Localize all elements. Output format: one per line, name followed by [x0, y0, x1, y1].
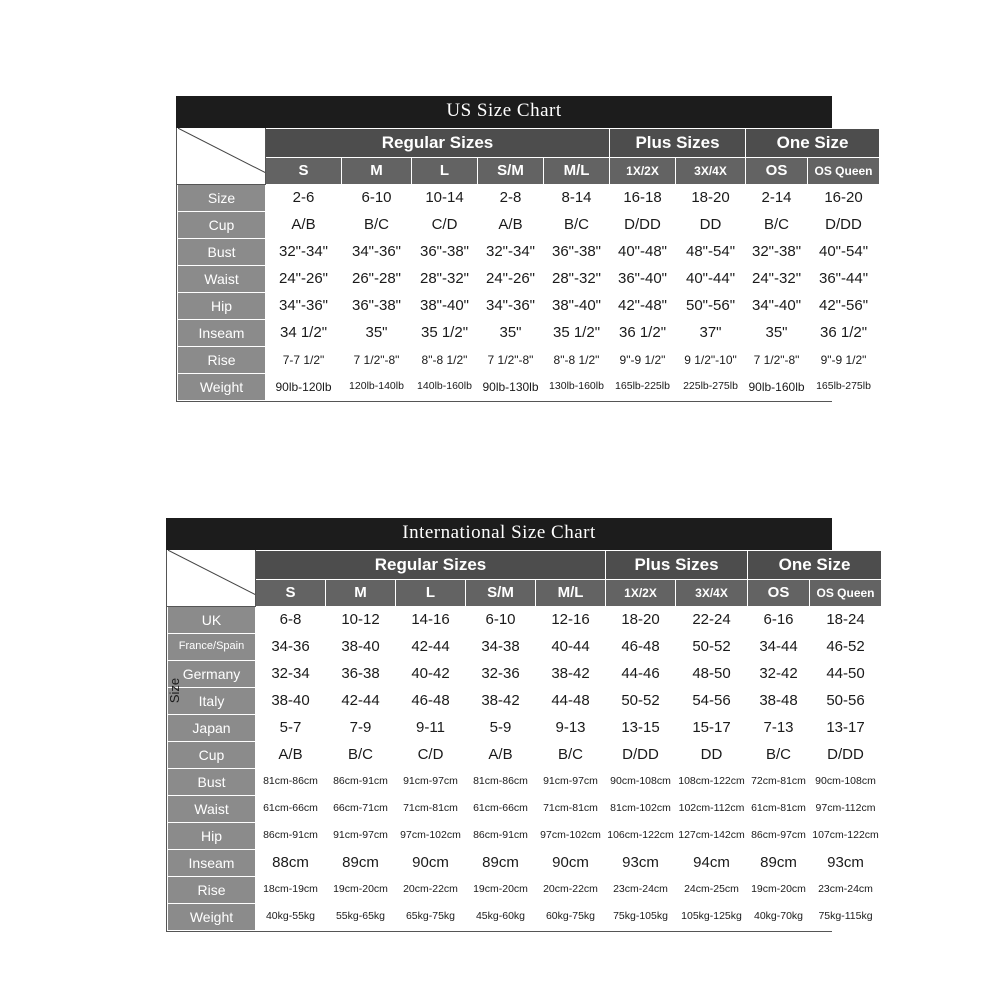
cell-r6-c7: 72cm-81cm — [748, 768, 810, 795]
group-header-0: Regular Sizes — [256, 550, 606, 579]
intl-chart-title: International Size Chart — [166, 518, 832, 550]
cell-r4-c6: 50"-56" — [676, 292, 746, 319]
row-label-4: Hip — [178, 292, 266, 319]
cell-r1-c7: B/C — [746, 211, 808, 238]
cell-r1-c8: 46-52 — [810, 633, 882, 660]
cell-r8-c0: 86cm-91cm — [256, 822, 326, 849]
cell-r6-c4: 8"-8 1/2" — [544, 346, 610, 373]
cell-r1-c0: 34-36 — [256, 633, 326, 660]
cell-r3-c3: 24"-26" — [478, 265, 544, 292]
cell-r6-c8: 9"-9 1/2" — [808, 346, 880, 373]
cell-r8-c3: 86cm-91cm — [466, 822, 536, 849]
row-label-5: Inseam — [178, 319, 266, 346]
cell-r7-c4: 130lb-160lb — [544, 373, 610, 400]
cell-r4-c3: 34"-36" — [478, 292, 544, 319]
cell-r2-c1: 36-38 — [326, 660, 396, 687]
cell-r6-c0: 81cm-86cm — [256, 768, 326, 795]
cell-r7-c3: 90lb-130lb — [478, 373, 544, 400]
cell-r2-c3: 32-36 — [466, 660, 536, 687]
cell-r6-c3: 81cm-86cm — [466, 768, 536, 795]
size-code-6: 3X/4X — [676, 579, 748, 606]
cell-r0-c0: 2-6 — [266, 184, 342, 211]
row-label-7: Waist — [168, 795, 256, 822]
cell-r6-c4: 91cm-97cm — [536, 768, 606, 795]
cell-r7-c0: 90lb-120lb — [266, 373, 342, 400]
size-code-1: M — [342, 157, 412, 184]
cell-r7-c1: 120lb-140lb — [342, 373, 412, 400]
us-size-chart — [176, 96, 873, 402]
cell-r3-c5: 50-52 — [606, 687, 676, 714]
cell-r5-c2: 35 1/2" — [412, 319, 478, 346]
cell-r6-c6: 108cm-122cm — [676, 768, 748, 795]
cell-r8-c8: 107cm-122cm — [810, 822, 882, 849]
row-label-0: Size — [178, 184, 266, 211]
cell-r4-c4: 9-13 — [536, 714, 606, 741]
cell-r0-c4: 12-16 — [536, 606, 606, 633]
table-row — [168, 714, 882, 741]
cell-r11-c5: 75kg-105kg — [606, 903, 676, 930]
cell-r1-c8: D/DD — [808, 211, 880, 238]
group-header-0: Regular Sizes — [266, 128, 610, 157]
cell-r2-c4: 36"-38" — [544, 238, 610, 265]
cell-r4-c6: 15-17 — [676, 714, 748, 741]
cell-r4-c5: 42"-48" — [610, 292, 676, 319]
group-header-row — [168, 550, 882, 579]
cell-r4-c1: 7-9 — [326, 714, 396, 741]
cell-r2-c5: 40"-48" — [610, 238, 676, 265]
cell-r1-c2: 42-44 — [396, 633, 466, 660]
cell-r10-c7: 19cm-20cm — [748, 876, 810, 903]
cell-r0-c6: 18-20 — [676, 184, 746, 211]
cell-r2-c5: 44-46 — [606, 660, 676, 687]
cell-r4-c2: 38"-40" — [412, 292, 478, 319]
intl-side-label-wrap — [166, 640, 184, 740]
cell-r10-c5: 23cm-24cm — [606, 876, 676, 903]
cell-r10-c8: 23cm-24cm — [810, 876, 882, 903]
cell-r9-c5: 93cm — [606, 849, 676, 876]
row-label-3: Italy — [168, 687, 256, 714]
cell-r3-c4: 28"-32" — [544, 265, 610, 292]
cell-r2-c8: 40"-54" — [808, 238, 880, 265]
cell-r1-c0: A/B — [266, 211, 342, 238]
cell-r7-c0: 61cm-66cm — [256, 795, 326, 822]
size-code-5: 1X/2X — [610, 157, 676, 184]
size-code-4: M/L — [544, 157, 610, 184]
table-row — [178, 184, 880, 211]
cell-r5-c7: B/C — [748, 741, 810, 768]
cell-r7-c8: 165lb-275lb — [808, 373, 880, 400]
row-label-11: Weight — [168, 903, 256, 930]
cell-r6-c5: 9"-9 1/2" — [610, 346, 676, 373]
cell-r3-c6: 40"-44" — [676, 265, 746, 292]
size-code-5: 1X/2X — [606, 579, 676, 606]
cell-r4-c5: 13-15 — [606, 714, 676, 741]
cell-r7-c3: 61cm-66cm — [466, 795, 536, 822]
cell-r0-c2: 10-14 — [412, 184, 478, 211]
cell-r1-c4: B/C — [544, 211, 610, 238]
size-code-0: S — [256, 579, 326, 606]
table-row — [168, 741, 882, 768]
cell-r5-c2: C/D — [396, 741, 466, 768]
cell-r5-c0: 34 1/2" — [266, 319, 342, 346]
cell-r4-c2: 9-11 — [396, 714, 466, 741]
cell-r5-c8: 36 1/2" — [808, 319, 880, 346]
cell-r2-c8: 44-50 — [810, 660, 882, 687]
cell-r6-c8: 90cm-108cm — [810, 768, 882, 795]
row-label-1: France/Spain — [168, 633, 256, 660]
intl-size-table — [167, 550, 882, 931]
cell-r0-c1: 6-10 — [342, 184, 412, 211]
table-row — [178, 319, 880, 346]
cell-r6-c7: 7 1/2"-8" — [746, 346, 808, 373]
cell-r5-c8: D/DD — [810, 741, 882, 768]
cell-r6-c2: 91cm-97cm — [396, 768, 466, 795]
cell-r1-c2: C/D — [412, 211, 478, 238]
cell-r5-c5: 36 1/2" — [610, 319, 676, 346]
cell-r2-c6: 48"-54" — [676, 238, 746, 265]
cell-r0-c3: 6-10 — [466, 606, 536, 633]
cell-r4-c4: 38"-40" — [544, 292, 610, 319]
size-code-4: M/L — [536, 579, 606, 606]
cell-r6-c6: 9 1/2"-10" — [676, 346, 746, 373]
cell-r7-c5: 81cm-102cm — [606, 795, 676, 822]
size-code-1: M — [326, 579, 396, 606]
cell-r1-c1: 38-40 — [326, 633, 396, 660]
cell-r7-c8: 97cm-112cm — [810, 795, 882, 822]
cell-r3-c6: 54-56 — [676, 687, 748, 714]
us-size-table — [177, 128, 880, 401]
table-row — [168, 822, 882, 849]
cell-r3-c7: 38-48 — [748, 687, 810, 714]
cell-r6-c1: 86cm-91cm — [326, 768, 396, 795]
group-header-2: One Size — [748, 550, 882, 579]
cell-r3-c1: 26"-28" — [342, 265, 412, 292]
cell-r3-c8: 50-56 — [810, 687, 882, 714]
cell-r5-c4: B/C — [536, 741, 606, 768]
size-code-8: OS Queen — [808, 157, 880, 184]
cell-r7-c1: 66cm-71cm — [326, 795, 396, 822]
table-row — [178, 211, 880, 238]
cell-r1-c3: A/B — [478, 211, 544, 238]
cell-r9-c6: 94cm — [676, 849, 748, 876]
cell-r5-c7: 35" — [746, 319, 808, 346]
cell-r7-c6: 102cm-112cm — [676, 795, 748, 822]
cell-r0-c7: 6-16 — [748, 606, 810, 633]
intl-side-label: Size — [167, 677, 183, 703]
size-code-3: S/M — [466, 579, 536, 606]
cell-r5-c5: D/DD — [606, 741, 676, 768]
cell-r6-c5: 90cm-108cm — [606, 768, 676, 795]
cell-r11-c2: 65kg-75kg — [396, 903, 466, 930]
cell-r2-c7: 32-42 — [748, 660, 810, 687]
cell-r4-c8: 42"-56" — [808, 292, 880, 319]
cell-r5-c0: A/B — [256, 741, 326, 768]
cell-r10-c1: 19cm-20cm — [326, 876, 396, 903]
cell-r0-c5: 16-18 — [610, 184, 676, 211]
cell-r10-c0: 18cm-19cm — [256, 876, 326, 903]
cell-r9-c0: 88cm — [256, 849, 326, 876]
cell-r2-c2: 36"-38" — [412, 238, 478, 265]
cell-r0-c8: 16-20 — [808, 184, 880, 211]
cell-r11-c0: 40kg-55kg — [256, 903, 326, 930]
cell-r1-c5: D/DD — [610, 211, 676, 238]
cell-r0-c1: 10-12 — [326, 606, 396, 633]
size-code-0: S — [266, 157, 342, 184]
cell-r11-c1: 55kg-65kg — [326, 903, 396, 930]
cell-r4-c3: 5-9 — [466, 714, 536, 741]
cell-r10-c4: 20cm-22cm — [536, 876, 606, 903]
cell-r0-c4: 8-14 — [544, 184, 610, 211]
cell-r3-c3: 38-42 — [466, 687, 536, 714]
table-row — [168, 606, 882, 633]
cell-r2-c0: 32"-34" — [266, 238, 342, 265]
table-row — [178, 265, 880, 292]
table-row — [178, 346, 880, 373]
cell-r1-c6: DD — [676, 211, 746, 238]
table-row — [168, 903, 882, 930]
cell-r6-c3: 7 1/2"-8" — [478, 346, 544, 373]
table-row — [168, 876, 882, 903]
cell-r3-c8: 36"-44" — [808, 265, 880, 292]
cell-r0-c6: 22-24 — [676, 606, 748, 633]
cell-r11-c8: 75kg-115kg — [810, 903, 882, 930]
size-code-8: OS Queen — [810, 579, 882, 606]
table-row — [168, 687, 882, 714]
cell-r11-c6: 105kg-125kg — [676, 903, 748, 930]
cell-r3-c2: 46-48 — [396, 687, 466, 714]
row-label-9: Inseam — [168, 849, 256, 876]
table-row — [168, 768, 882, 795]
cell-r1-c7: 34-44 — [748, 633, 810, 660]
cell-r3-c7: 24"-32" — [746, 265, 808, 292]
cell-r8-c7: 86cm-97cm — [748, 822, 810, 849]
cell-r0-c2: 14-16 — [396, 606, 466, 633]
cell-r5-c6: DD — [676, 741, 748, 768]
cell-r9-c8: 93cm — [810, 849, 882, 876]
cell-r7-c4: 71cm-81cm — [536, 795, 606, 822]
cell-r7-c7: 90lb-160lb — [746, 373, 808, 400]
cell-r9-c1: 89cm — [326, 849, 396, 876]
size-code-row — [178, 157, 880, 184]
row-label-2: Bust — [178, 238, 266, 265]
cell-r3-c5: 36"-40" — [610, 265, 676, 292]
row-label-8: Hip — [168, 822, 256, 849]
cell-r5-c6: 37" — [676, 319, 746, 346]
intl-chart-body — [166, 550, 879, 932]
table-row — [168, 660, 882, 687]
size-code-3: S/M — [478, 157, 544, 184]
cell-r7-c7: 61cm-81cm — [748, 795, 810, 822]
cell-r9-c4: 90cm — [536, 849, 606, 876]
cell-r5-c1: 35" — [342, 319, 412, 346]
cell-r7-c6: 225lb-275lb — [676, 373, 746, 400]
size-code-2: L — [396, 579, 466, 606]
corner-cell — [168, 550, 256, 606]
table-row — [168, 633, 882, 660]
cell-r9-c3: 89cm — [466, 849, 536, 876]
cell-r8-c2: 97cm-102cm — [396, 822, 466, 849]
international-size-chart — [166, 518, 879, 932]
cell-r5-c4: 35 1/2" — [544, 319, 610, 346]
group-header-1: Plus Sizes — [610, 128, 746, 157]
cell-r11-c7: 40kg-70kg — [748, 903, 810, 930]
cell-r1-c1: B/C — [342, 211, 412, 238]
cell-r10-c2: 20cm-22cm — [396, 876, 466, 903]
cell-r11-c4: 60kg-75kg — [536, 903, 606, 930]
table-row — [168, 795, 882, 822]
cell-r7-c2: 71cm-81cm — [396, 795, 466, 822]
cell-r5-c1: B/C — [326, 741, 396, 768]
us-chart-body — [176, 128, 873, 402]
corner-cell — [178, 128, 266, 184]
cell-r1-c4: 40-44 — [536, 633, 606, 660]
cell-r5-c3: 35" — [478, 319, 544, 346]
cell-r10-c3: 19cm-20cm — [466, 876, 536, 903]
cell-r4-c7: 34"-40" — [746, 292, 808, 319]
cell-r2-c2: 40-42 — [396, 660, 466, 687]
cell-r2-c1: 34"-36" — [342, 238, 412, 265]
cell-r4-c1: 36"-38" — [342, 292, 412, 319]
cell-r0-c8: 18-24 — [810, 606, 882, 633]
cell-r3-c2: 28"-32" — [412, 265, 478, 292]
cell-r2-c7: 32"-38" — [746, 238, 808, 265]
row-label-6: Rise — [178, 346, 266, 373]
cell-r2-c0: 32-34 — [256, 660, 326, 687]
row-label-0: UK — [168, 606, 256, 633]
row-label-3: Waist — [178, 265, 266, 292]
table-row — [178, 238, 880, 265]
cell-r1-c3: 34-38 — [466, 633, 536, 660]
us-chart-title: US Size Chart — [176, 96, 832, 128]
cell-r2-c6: 48-50 — [676, 660, 748, 687]
cell-r3-c0: 24"-26" — [266, 265, 342, 292]
size-code-7: OS — [748, 579, 810, 606]
group-header-1: Plus Sizes — [606, 550, 748, 579]
cell-r10-c6: 24cm-25cm — [676, 876, 748, 903]
group-header-row — [178, 128, 880, 157]
group-header-2: One Size — [746, 128, 880, 157]
cell-r6-c0: 7-7 1/2" — [266, 346, 342, 373]
cell-r1-c5: 46-48 — [606, 633, 676, 660]
cell-r7-c5: 165lb-225lb — [610, 373, 676, 400]
size-code-6: 3X/4X — [676, 157, 746, 184]
row-label-2: Germany — [168, 660, 256, 687]
cell-r8-c6: 127cm-142cm — [676, 822, 748, 849]
size-code-row — [168, 579, 882, 606]
cell-r4-c0: 34"-36" — [266, 292, 342, 319]
cell-r0-c3: 2-8 — [478, 184, 544, 211]
cell-r2-c4: 38-42 — [536, 660, 606, 687]
row-label-7: Weight — [178, 373, 266, 400]
cell-r5-c3: A/B — [466, 741, 536, 768]
row-label-5: Cup — [168, 741, 256, 768]
cell-r9-c2: 90cm — [396, 849, 466, 876]
cell-r11-c3: 45kg-60kg — [466, 903, 536, 930]
cell-r0-c7: 2-14 — [746, 184, 808, 211]
cell-r3-c0: 38-40 — [256, 687, 326, 714]
cell-r9-c7: 89cm — [748, 849, 810, 876]
table-row — [168, 849, 882, 876]
cell-r4-c0: 5-7 — [256, 714, 326, 741]
row-label-1: Cup — [178, 211, 266, 238]
cell-r6-c1: 7 1/2"-8" — [342, 346, 412, 373]
cell-r0-c0: 6-8 — [256, 606, 326, 633]
table-row — [178, 373, 880, 400]
table-row — [178, 292, 880, 319]
cell-r1-c6: 50-52 — [676, 633, 748, 660]
cell-r8-c1: 91cm-97cm — [326, 822, 396, 849]
cell-r6-c2: 8"-8 1/2" — [412, 346, 478, 373]
row-label-4: Japan — [168, 714, 256, 741]
cell-r4-c8: 13-17 — [810, 714, 882, 741]
cell-r3-c4: 44-48 — [536, 687, 606, 714]
row-label-6: Bust — [168, 768, 256, 795]
cell-r8-c4: 97cm-102cm — [536, 822, 606, 849]
cell-r8-c5: 106cm-122cm — [606, 822, 676, 849]
cell-r4-c7: 7-13 — [748, 714, 810, 741]
cell-r0-c5: 18-20 — [606, 606, 676, 633]
cell-r7-c2: 140lb-160lb — [412, 373, 478, 400]
row-label-10: Rise — [168, 876, 256, 903]
size-code-2: L — [412, 157, 478, 184]
size-code-7: OS — [746, 157, 808, 184]
cell-r2-c3: 32"-34" — [478, 238, 544, 265]
cell-r3-c1: 42-44 — [326, 687, 396, 714]
